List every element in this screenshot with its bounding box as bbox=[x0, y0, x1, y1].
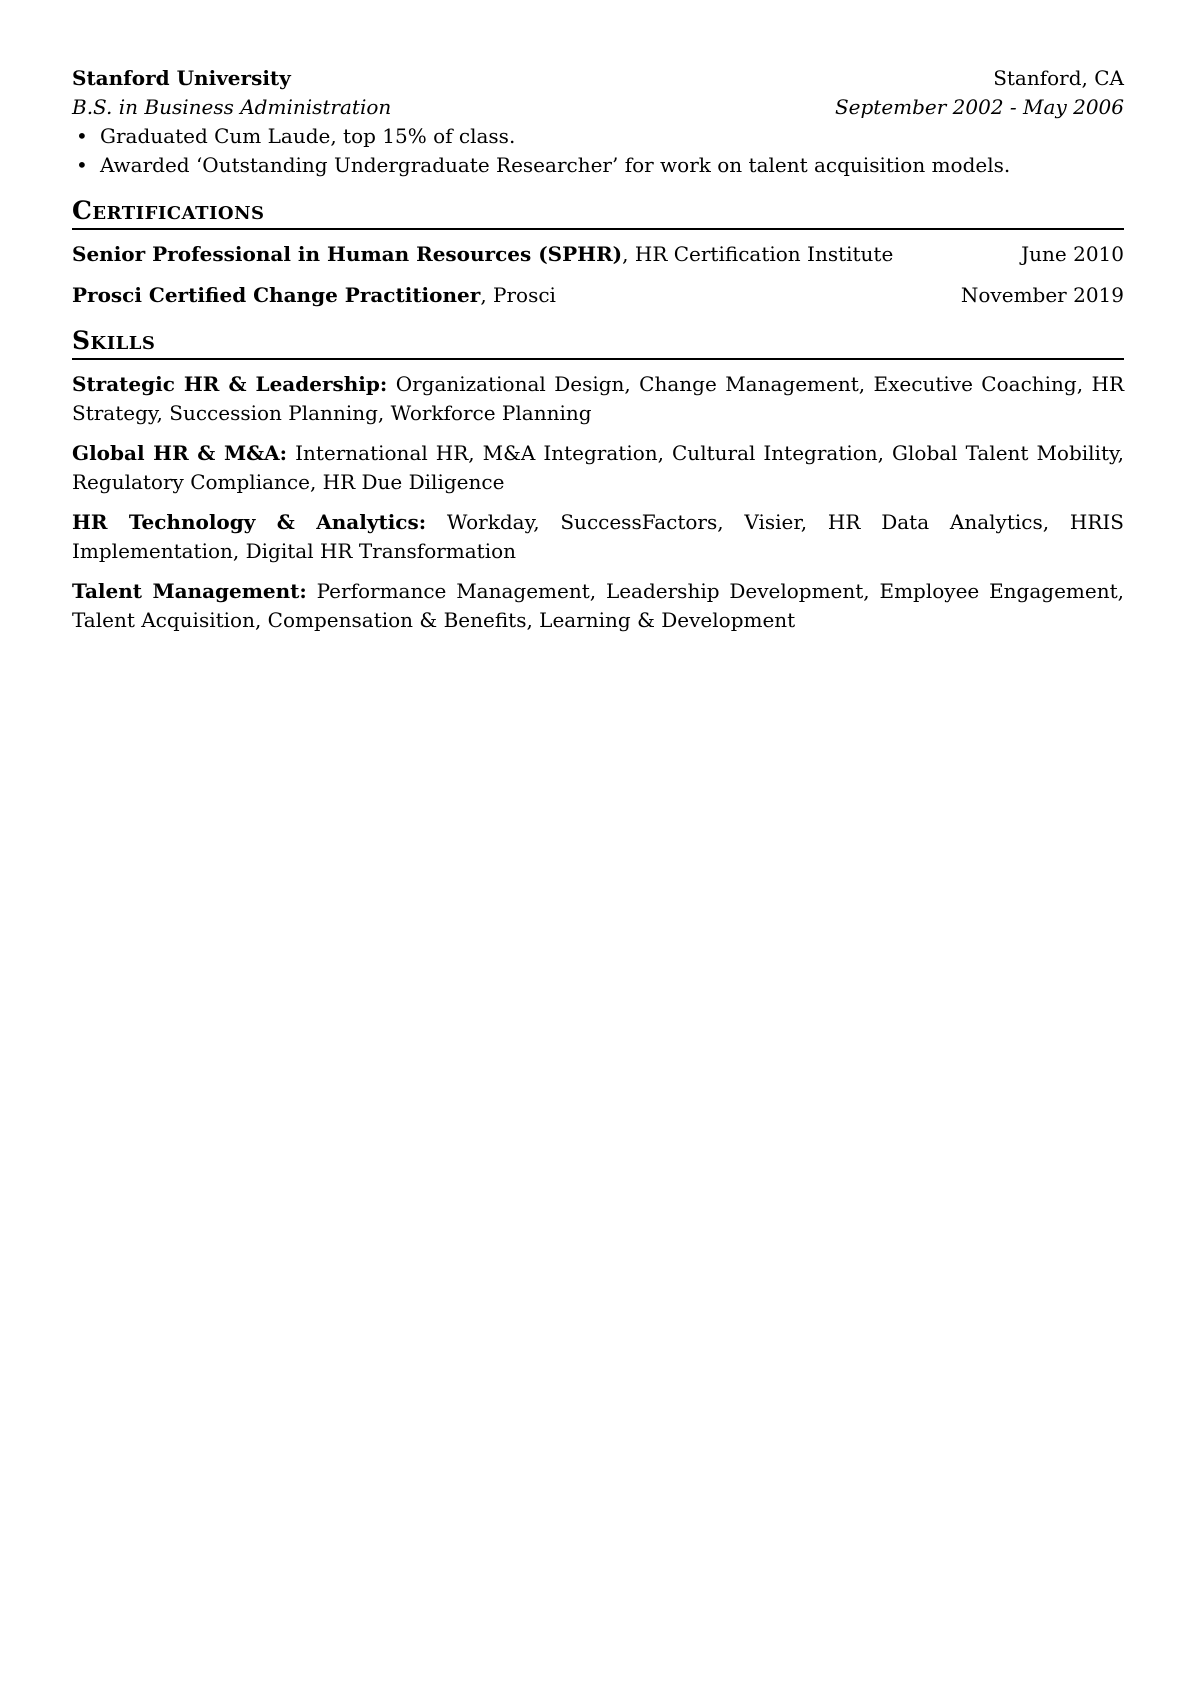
skill-group-label: Talent Management: bbox=[72, 579, 307, 603]
certification-issuer: , HR Certification Institute bbox=[622, 242, 894, 266]
certification-name: Senior Professional in Human Resources (SPHR) bbox=[72, 242, 623, 266]
certification-title bbox=[72, 281, 556, 310]
education-bullets bbox=[72, 122, 1124, 180]
skill-group bbox=[72, 439, 1124, 497]
education-bullet: • Awarded ‘Outstanding Undergraduate Researcher’ for work on talent acquisition models. bbox=[72, 151, 1124, 180]
certification-title bbox=[72, 240, 893, 269]
education-header-row bbox=[72, 64, 1124, 93]
skill-group bbox=[72, 577, 1124, 635]
skill-group-text: Workday, SuccessFactors, Visier, HR Data Analytics, HRIS Implementation, Digital HR Transformation bbox=[72, 510, 1125, 563]
resume-page bbox=[72, 64, 1124, 635]
certification-name: Prosci Certified Change Practitioner bbox=[72, 283, 481, 307]
certification-issuer: , Prosci bbox=[480, 283, 556, 307]
skill-group bbox=[72, 508, 1124, 566]
skill-group-label: Strategic HR & Leadership: bbox=[72, 372, 388, 396]
degree-name: B.S. in Business Administration bbox=[72, 95, 392, 119]
certification-item bbox=[72, 281, 1124, 310]
education-dates: September 2002 - May 2006 bbox=[834, 95, 1124, 119]
education-entry bbox=[72, 64, 1124, 180]
institution-location: Stanford, CA bbox=[993, 66, 1124, 90]
certification-date: November 2019 bbox=[960, 283, 1124, 307]
certifications-list bbox=[72, 240, 1124, 310]
skill-group-text: Performance Management, Leadership Development, Employee Engagement, Talent Acquisition, Compensation & Benefits, Learning & Development bbox=[72, 579, 1124, 632]
education-bullet: • Graduated Cum Laude, top 15% of class. bbox=[72, 122, 1124, 151]
certification-date: June 2010 bbox=[1021, 242, 1124, 266]
skill-group-text: Organizational Design, Change Management, Executive Coaching, HR Strategy, Succession Planning, Workforce Planning bbox=[72, 372, 1125, 425]
certification-item bbox=[72, 240, 1124, 269]
skill-group bbox=[72, 370, 1124, 428]
education-degree-row bbox=[72, 93, 1124, 122]
skills-list bbox=[72, 370, 1124, 635]
institution-name: Stanford University bbox=[72, 66, 291, 90]
skill-group-label: Global HR & M&A: bbox=[72, 441, 288, 465]
skill-group-text: International HR, M&A Integration, Cultural Integration, Global Talent Mobility, Regulatory Compliance, HR Due Diligence bbox=[72, 441, 1124, 494]
skill-group-label: HR Technology & Analytics: bbox=[72, 510, 427, 534]
skills-heading: Skills bbox=[72, 326, 1124, 360]
certifications-heading: Certifications bbox=[72, 196, 1124, 230]
